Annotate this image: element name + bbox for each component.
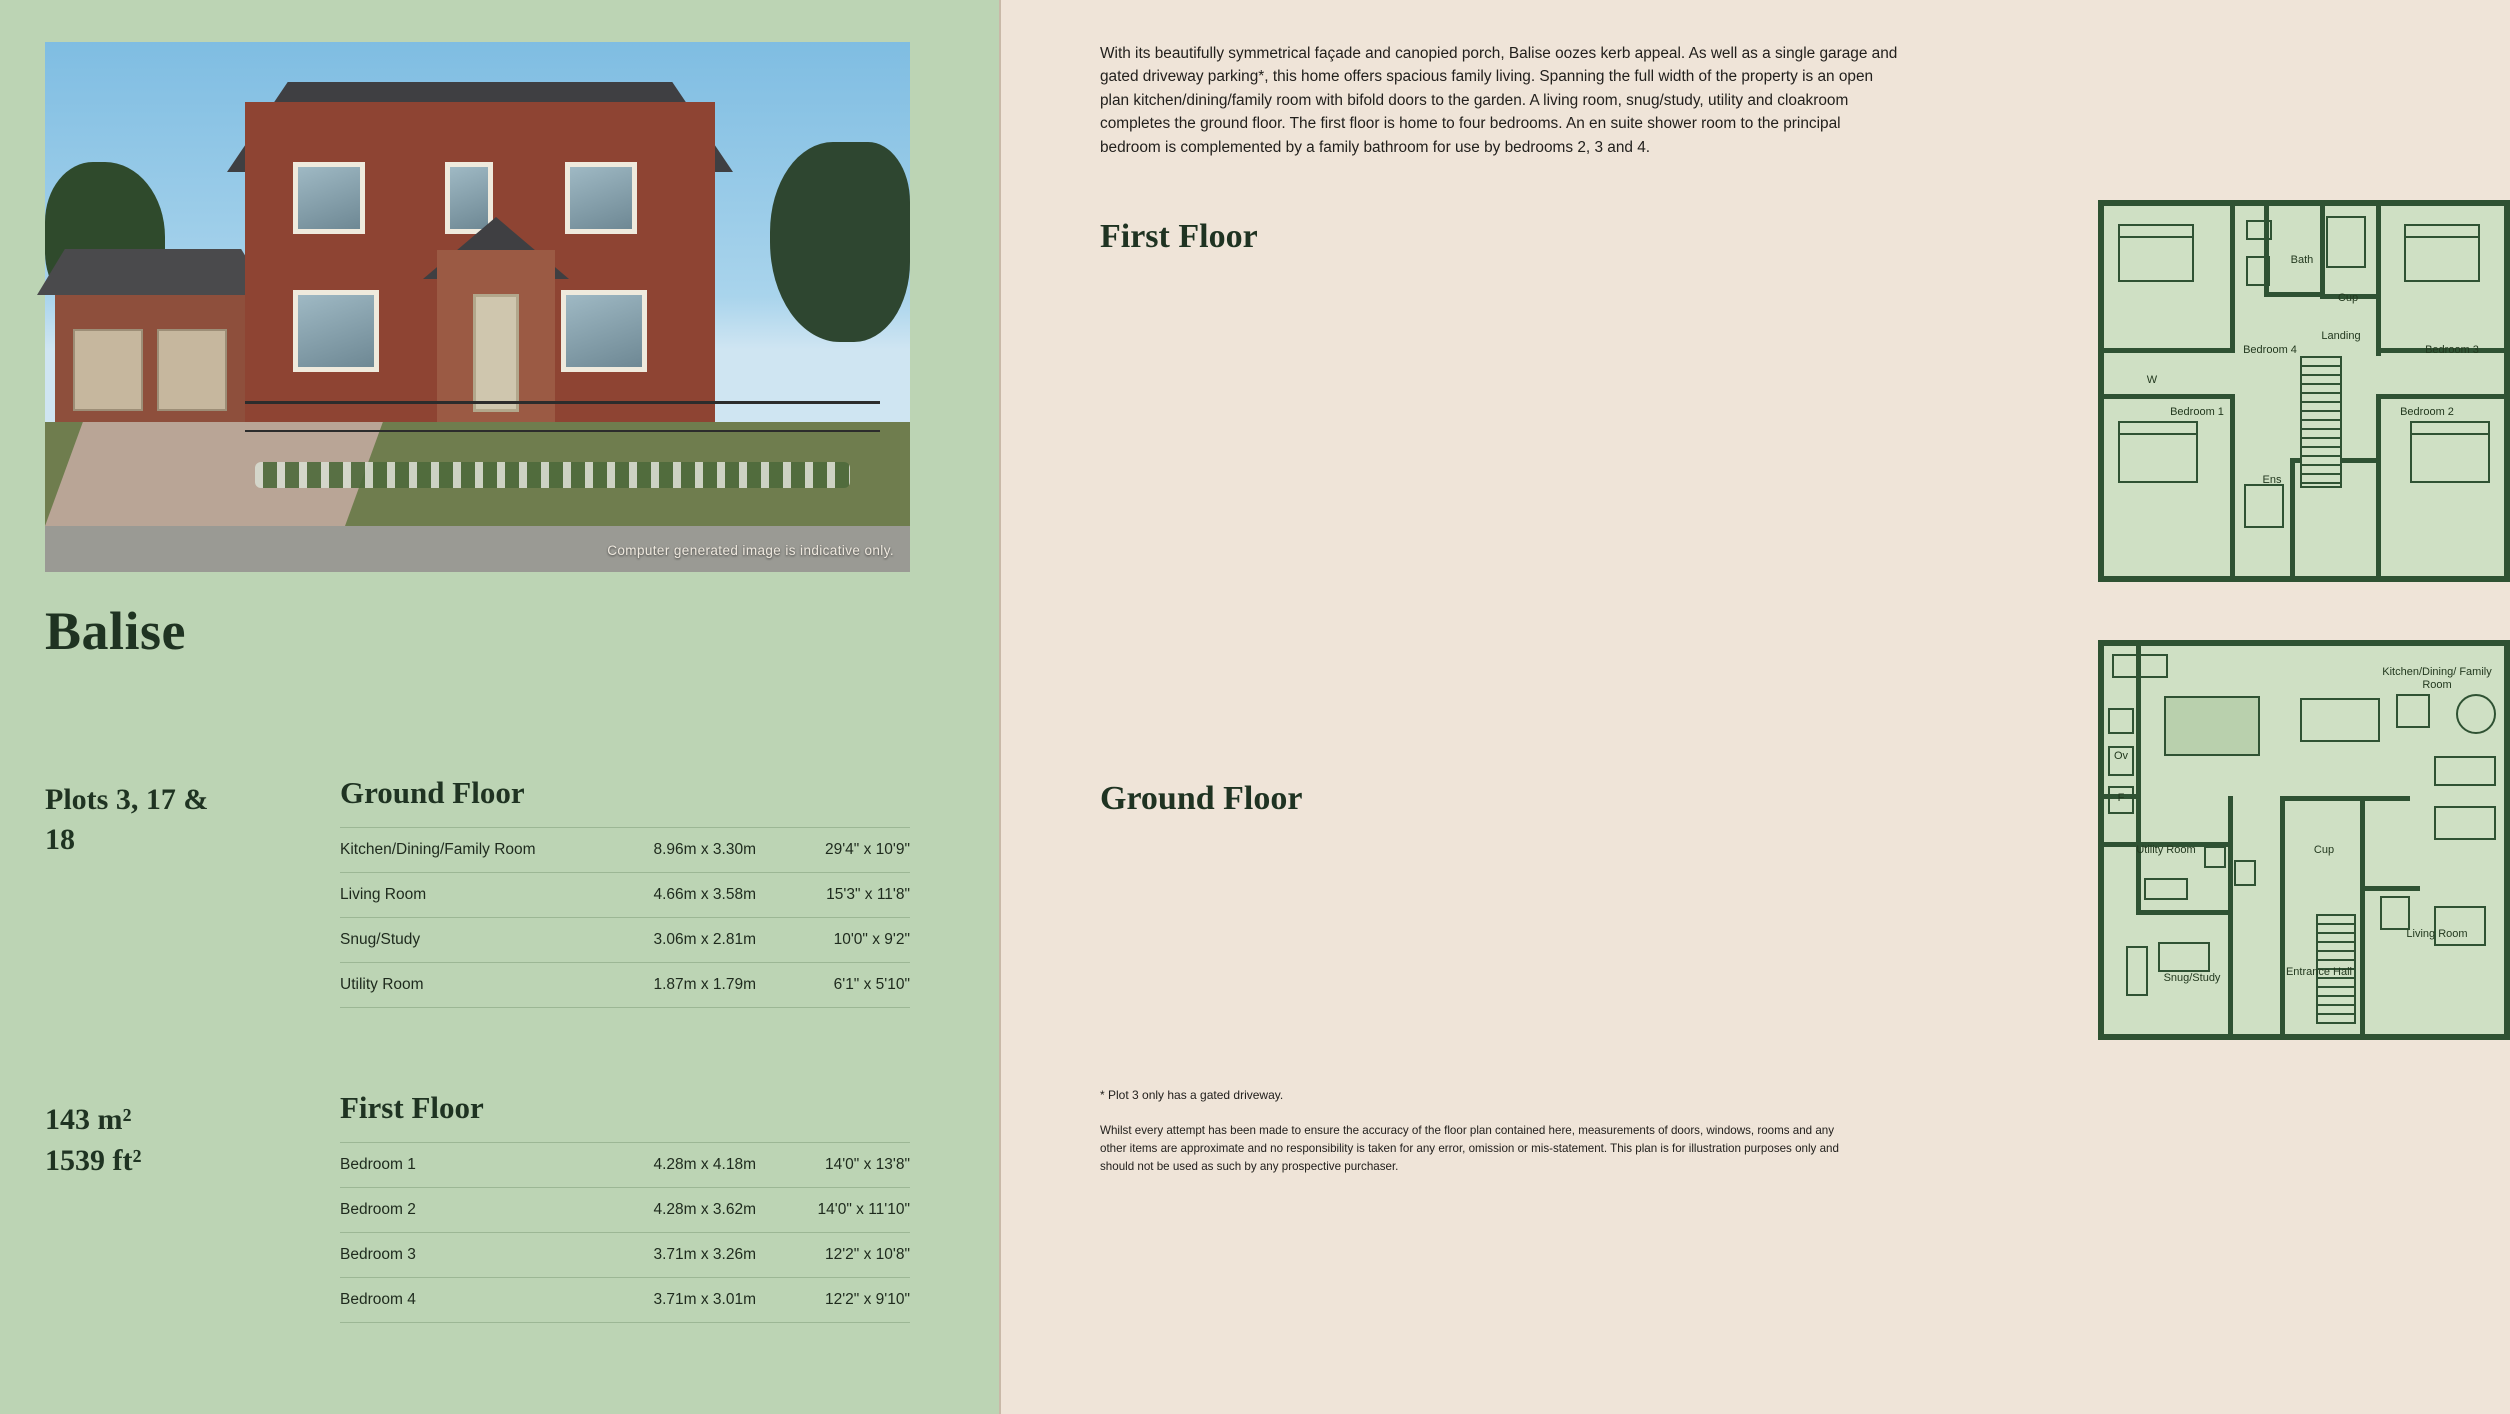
room-metric: 1.87m x 1.79m xyxy=(605,963,790,1008)
room-metric: 3.71m x 3.26m xyxy=(501,1233,790,1278)
room-label-landing: Landing xyxy=(2321,330,2361,342)
cgi-disclaimer: Computer generated image is indicative only. xyxy=(607,543,894,558)
wc-icon xyxy=(2246,256,2270,286)
dining-table-icon xyxy=(2300,698,2380,742)
pillow-icon xyxy=(2410,421,2490,435)
room-metric: 3.06m x 2.81m xyxy=(605,918,790,963)
wall xyxy=(2104,394,2235,399)
table-row xyxy=(340,1278,910,1323)
room-imperial: 12'2" x 10'8" xyxy=(790,1233,910,1278)
wall xyxy=(2320,206,2325,298)
room-name: Bedroom 3 xyxy=(340,1233,501,1278)
sofa-icon xyxy=(2434,756,2496,786)
bath-icon xyxy=(2326,216,2366,268)
room-imperial: 12'2" x 9'10" xyxy=(790,1278,910,1323)
table-row xyxy=(340,828,910,873)
first-floor-table-section xyxy=(340,1090,910,1323)
room-name: Living Room xyxy=(340,873,605,918)
room-label-snug: Snug/Study xyxy=(2163,972,2221,984)
first-floor-table-title: First Floor xyxy=(340,1090,484,1125)
room-label-wardrobe: W xyxy=(2146,374,2158,386)
room-label-oven: Ov xyxy=(2113,750,2129,762)
wall xyxy=(2230,396,2235,578)
room-label-living: Living Room xyxy=(2406,928,2468,940)
tree-right xyxy=(770,142,910,342)
table-row xyxy=(340,1233,910,1278)
hob-icon xyxy=(2108,708,2134,734)
room-metric: 3.71m x 3.01m xyxy=(501,1278,790,1323)
room-label-bedroom2: Bedroom 2 xyxy=(2400,406,2454,418)
shower-icon xyxy=(2244,484,2284,528)
room-imperial: 14'0" x 11'10" xyxy=(790,1188,910,1233)
room-metric: 4.28m x 4.18m xyxy=(501,1143,790,1188)
wc-icon xyxy=(2234,860,2256,886)
room-metric: 8.96m x 3.30m xyxy=(605,828,790,873)
washer-icon xyxy=(2204,846,2226,868)
room-imperial: 6'1" x 5'10" xyxy=(790,963,910,1008)
room-label-bedroom4: Bedroom 4 xyxy=(2243,344,2297,356)
staircase-icon xyxy=(2300,356,2342,488)
right-panel xyxy=(1000,0,2492,1414)
ground-floor-room-table xyxy=(340,827,910,1008)
room-label-bath: Bath xyxy=(2290,254,2314,266)
ground-floor-table-title: Ground Floor xyxy=(340,775,525,810)
window xyxy=(293,162,365,234)
table-row xyxy=(340,963,910,1008)
wall xyxy=(2228,796,2233,1036)
table-row xyxy=(340,918,910,963)
room-label-ensuite: Ens xyxy=(2262,474,2282,486)
desk-icon xyxy=(2158,942,2210,972)
page-divider xyxy=(999,0,1001,1414)
room-label-bedroom1: Bedroom 1 xyxy=(2170,406,2224,418)
first-floor-plan-title: First Floor xyxy=(1100,218,1258,255)
pillow-icon xyxy=(2118,421,2198,435)
wall xyxy=(2264,292,2324,297)
window xyxy=(561,290,647,372)
porch xyxy=(437,250,555,422)
utility-counter-icon xyxy=(2144,878,2188,900)
armchair-icon xyxy=(2396,694,2430,728)
wall xyxy=(2376,206,2381,356)
flower-bed xyxy=(255,462,850,488)
room-label-cup: Cup xyxy=(2313,844,2335,856)
railing-fence xyxy=(245,401,880,466)
wall xyxy=(2136,910,2232,915)
first-floor-plan xyxy=(2098,200,2510,582)
tv-unit-icon xyxy=(2380,896,2410,930)
room-name: Bedroom 4 xyxy=(340,1278,501,1323)
pillow-icon xyxy=(2118,224,2194,238)
wall xyxy=(2376,394,2504,399)
area-summary xyxy=(45,1100,255,1181)
table-row xyxy=(340,873,910,918)
wall xyxy=(2104,348,2234,353)
ground-floor-plan-title: Ground Floor xyxy=(1100,780,1303,817)
room-name: Bedroom 1 xyxy=(340,1143,501,1188)
sink-icon xyxy=(2112,654,2168,678)
wall xyxy=(2230,206,2235,353)
garage xyxy=(55,287,250,422)
wall xyxy=(2360,886,2365,1036)
garage-door-right xyxy=(157,329,227,411)
window xyxy=(445,162,493,234)
sofa-icon xyxy=(2434,806,2496,840)
legal-disclaimer: Whilst every attempt has been made to ensure the accuracy of the floor plan contained here, measurements of doors, windows, rooms and any other items are approximate and no responsibility is taken for any error, omission or mis-statement. This plan is for illustration purposes only and should not be used as such by any prospective purchaser. xyxy=(1100,1124,1839,1173)
room-label-hall: Entrance Hall xyxy=(2285,966,2353,978)
area-imperial: 1539 ft² xyxy=(45,1143,142,1177)
wall xyxy=(2280,796,2285,1036)
wall xyxy=(2360,886,2420,891)
garage-door-left xyxy=(73,329,143,411)
left-panel xyxy=(0,0,1000,1414)
room-imperial: 10'0" x 9'2" xyxy=(790,918,910,963)
room-label-kitchen: Kitchen/Dining/ Family Room xyxy=(2382,666,2492,692)
room-metric: 4.66m x 3.58m xyxy=(605,873,790,918)
wall xyxy=(2376,396,2381,578)
area-metric: 143 m² xyxy=(45,1103,132,1136)
room-name: Snug/Study xyxy=(340,918,605,963)
window xyxy=(293,290,379,372)
island-icon xyxy=(2164,696,2260,756)
room-name: Bedroom 2 xyxy=(340,1188,501,1233)
room-name: Kitchen/Dining/Family Room xyxy=(340,828,605,873)
room-metric: 4.28m x 3.62m xyxy=(501,1188,790,1233)
pillow-icon xyxy=(2404,224,2480,238)
wall xyxy=(2280,796,2410,801)
first-floor-room-table xyxy=(340,1142,910,1323)
basin-icon xyxy=(2246,220,2272,240)
room-label-cup: Cup xyxy=(2337,292,2359,304)
room-imperial: 29'4" x 10'9" xyxy=(790,828,910,873)
page-title: Balise xyxy=(45,601,187,661)
table-row xyxy=(340,1143,910,1188)
ground-floor-plan xyxy=(2098,640,2510,1040)
room-label-bedroom3: Bedroom 3 xyxy=(2425,344,2479,356)
front-door xyxy=(473,294,519,412)
ground-floor-table-section xyxy=(340,775,910,1008)
wardrobe-icon xyxy=(2126,946,2148,996)
table-row xyxy=(340,1188,910,1233)
driveway-footnote: * Plot 3 only has a gated driveway. xyxy=(1100,1088,1284,1102)
window xyxy=(565,162,637,234)
room-imperial: 15'3" x 11'8" xyxy=(790,873,910,918)
description-paragraph: With its beautifully symmetrical façade and canopied porch, Balise oozes kerb appeal. As well as a single garage and gated driveway parking*, this home offers spacious family living. Spanning the full width of the property is an open plan kitchen/dining/family room with bifold doors to the garden. A living room, snug/study, utility and cloakroom completes the ground floor. The first floor is home to four bedrooms. An en suite shower room to the principal bedroom is complemented by a family bathroom for use by bedrooms 2, 3 and 4. xyxy=(1100,45,1898,156)
room-imperial: 14'0" x 13'8" xyxy=(790,1143,910,1188)
side-table-icon xyxy=(2456,694,2496,734)
property-hero-image xyxy=(45,42,910,572)
room-label-fridge: F xyxy=(2117,792,2125,804)
plots-label: Plots 3, 17 & 18 xyxy=(45,783,209,856)
room-label-utility: Utility Room xyxy=(2136,844,2196,856)
room-name: Utility Room xyxy=(340,963,605,1008)
